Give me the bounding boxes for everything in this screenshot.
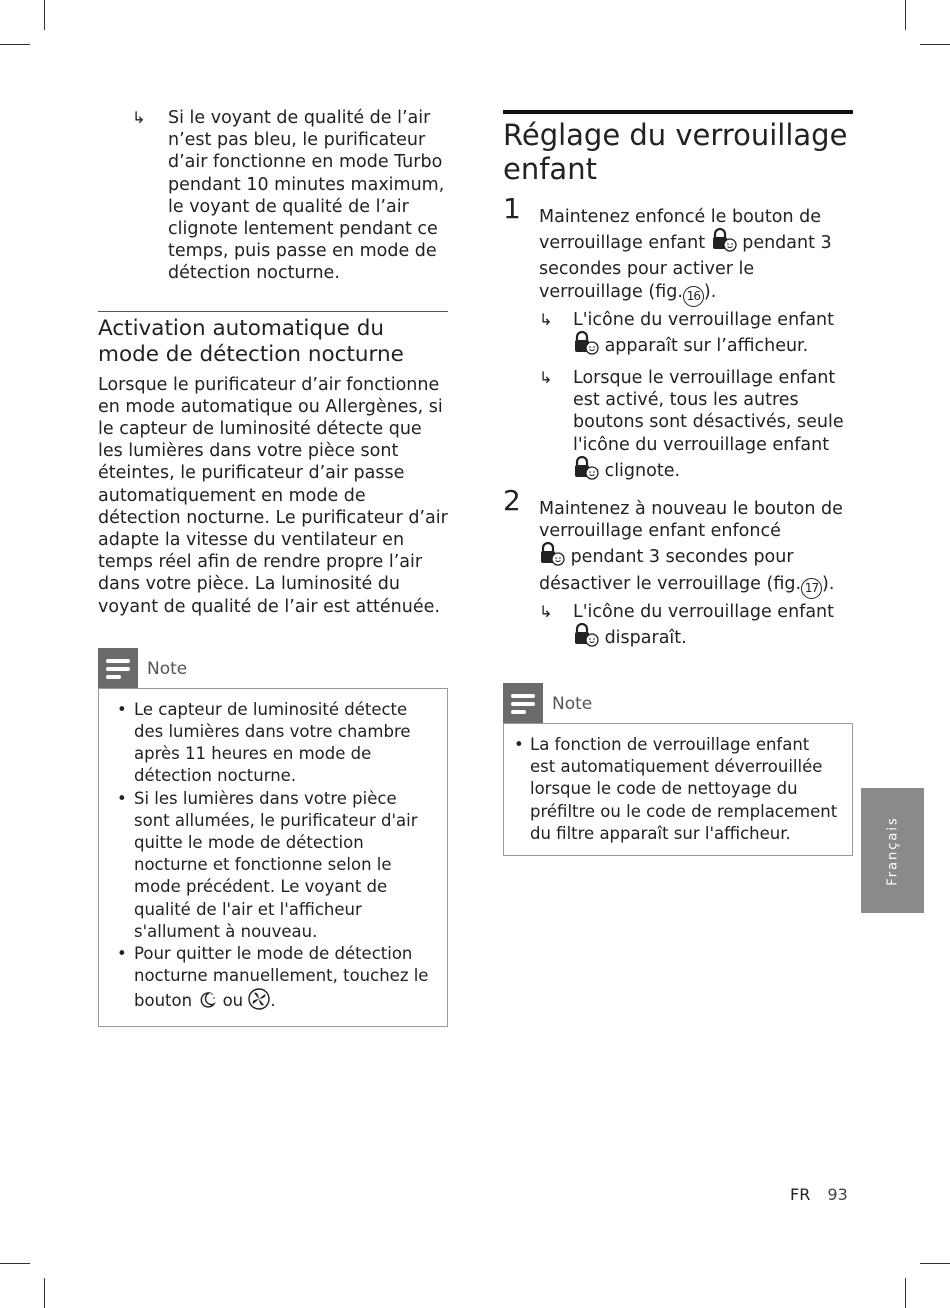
fan-icon: [248, 988, 270, 1016]
note-icon: [503, 683, 543, 723]
note-header: [98, 648, 448, 688]
note-bullet: [514, 734, 838, 845]
step-text: ).: [822, 573, 835, 594]
child-lock-icon: [711, 228, 737, 258]
step-number: 2: [503, 484, 521, 518]
note-block: [503, 683, 853, 856]
child-lock-icon: [573, 623, 599, 653]
note-bullet-text: Pour quitter le mode de détection nocturne manuellement, touchez le bouton: [134, 944, 429, 1010]
step-text: ).: [703, 281, 717, 302]
result-text: Lorsque le verrouillage enfant est activé, tous les autres boutons sont désactivés, seule l'icône du verrouillage enfant: [573, 368, 844, 455]
page-footer: [790, 1185, 848, 1204]
result-text: apparaît sur l’afficheur.: [604, 335, 809, 356]
note-bullet-text: La fonction de verrouillage enfant est automatiquement déverrouillée lorsque le code de nettoyage du préfiltre ou le code de remplacement du filtre apparaît sur l'afficheur.: [530, 735, 838, 843]
crop-mark: [0, 1263, 30, 1264]
section-heading: Activation automatique du mode de détection nocturne: [98, 315, 404, 367]
note-bullet: [109, 943, 433, 1016]
note-bullet: [109, 788, 433, 943]
intro-arrow-text: Si le voyant de qualité de l’air n’est pas bleu, le purificateur d’air fonctionne en mode Turbo pendant 10 minutes maximum, le voyant de qualité de l’air clignote lentement pendant ce temps, puis passe en mode de détection nocturne.: [168, 108, 445, 284]
step-text: pendant 3 secondes pour désactiver le verrouillage (fig.: [539, 547, 802, 594]
step-text: Maintenez enfoncé le bouton de verrouillage enfant: [539, 207, 821, 254]
intro-arrow-item: [98, 107, 448, 285]
note-label: Note: [147, 658, 188, 679]
crop-mark: [0, 44, 30, 45]
footer-lang: FR: [790, 1185, 811, 1204]
note-bullet: [109, 699, 433, 788]
note-box: [98, 688, 448, 1027]
note-bullet-text: Si les lumières dans votre pièce sont allumées, le purificateur d'air quitte le mode de détection nocturne et fonctionne selon le mode précédent. Le voyant de qualité de l'air et l'afficheur s'allument à nouveau.: [134, 788, 418, 941]
language-tab: [861, 788, 924, 913]
section-title: Réglage du verrouillage enfant: [503, 118, 848, 186]
bullet-dot: •: [514, 735, 524, 755]
bullet-dot: •: [117, 788, 127, 808]
figure-number: 16: [683, 286, 704, 307]
arrow-bullet-icon: ↳: [132, 108, 146, 127]
arrow-bullet-icon: ↳: [539, 601, 553, 621]
step-2: [503, 484, 853, 653]
step-result: [539, 367, 853, 486]
bullet-dot: •: [117, 699, 127, 719]
crop-mark: [905, 0, 906, 30]
right-column: [503, 110, 853, 856]
result-text: L'icône du verrouillage enfant: [573, 309, 834, 330]
note-header: [503, 683, 853, 723]
section-divider: [98, 311, 448, 312]
crop-mark: [920, 1263, 950, 1264]
child-lock-icon: [573, 331, 599, 361]
crop-mark: [905, 1278, 906, 1308]
note-box: [503, 723, 853, 856]
title-rule: [503, 110, 853, 114]
note-end-text: .: [270, 990, 276, 1010]
crop-mark: [44, 0, 45, 30]
step-result: [539, 309, 853, 361]
note-bullet-text: Le capteur de luminosité détecte des lumières dans votre chambre après 11 heures en mode de détection nocturne.: [134, 699, 411, 786]
crop-mark: [920, 44, 950, 45]
language-tab-label: Français: [885, 815, 900, 886]
step-text: pendant 3 secondes pour activer le verrouillage (fig.: [539, 233, 832, 302]
section-paragraph: Lorsque le purificateur d’air fonctionne en mode automatique ou Allergènes, si le capteur de luminosité détecte que les lumières dans votre pièce sont éteintes, le purificateur d’air passe automatiquement en mode de détection nocturne. Le purificateur d’air adapte la vitesse du ventilateur en temps réel afin de rendre propre l’air dans votre pièce. La luminosité du voyant de qualité de l’air est atténuée.: [98, 374, 448, 617]
child-lock-icon: [573, 456, 599, 486]
step-result: [539, 601, 853, 653]
arrow-bullet-icon: ↳: [539, 368, 553, 388]
left-column: [98, 107, 448, 1027]
moon-icon: [197, 990, 217, 1016]
page-number: 93: [827, 1185, 848, 1204]
figure-number: 17: [801, 578, 822, 599]
bullet-dot: •: [117, 944, 127, 964]
step-text: Maintenez à nouveau le bouton de verrouillage enfant enfoncé: [539, 499, 843, 542]
step-number: 1: [503, 192, 521, 225]
result-text: L'icône du verrouillage enfant: [573, 601, 834, 622]
result-text: disparaît.: [604, 627, 687, 648]
arrow-bullet-icon: ↳: [539, 309, 553, 329]
result-text: clignote.: [604, 460, 681, 481]
note-or-text: ou: [222, 990, 244, 1010]
crop-mark: [44, 1278, 45, 1308]
note-icon: [98, 648, 138, 688]
note-block: [98, 648, 448, 1027]
child-lock-icon: [539, 542, 565, 572]
step-1: [503, 192, 853, 486]
note-label: Note: [552, 694, 593, 715]
